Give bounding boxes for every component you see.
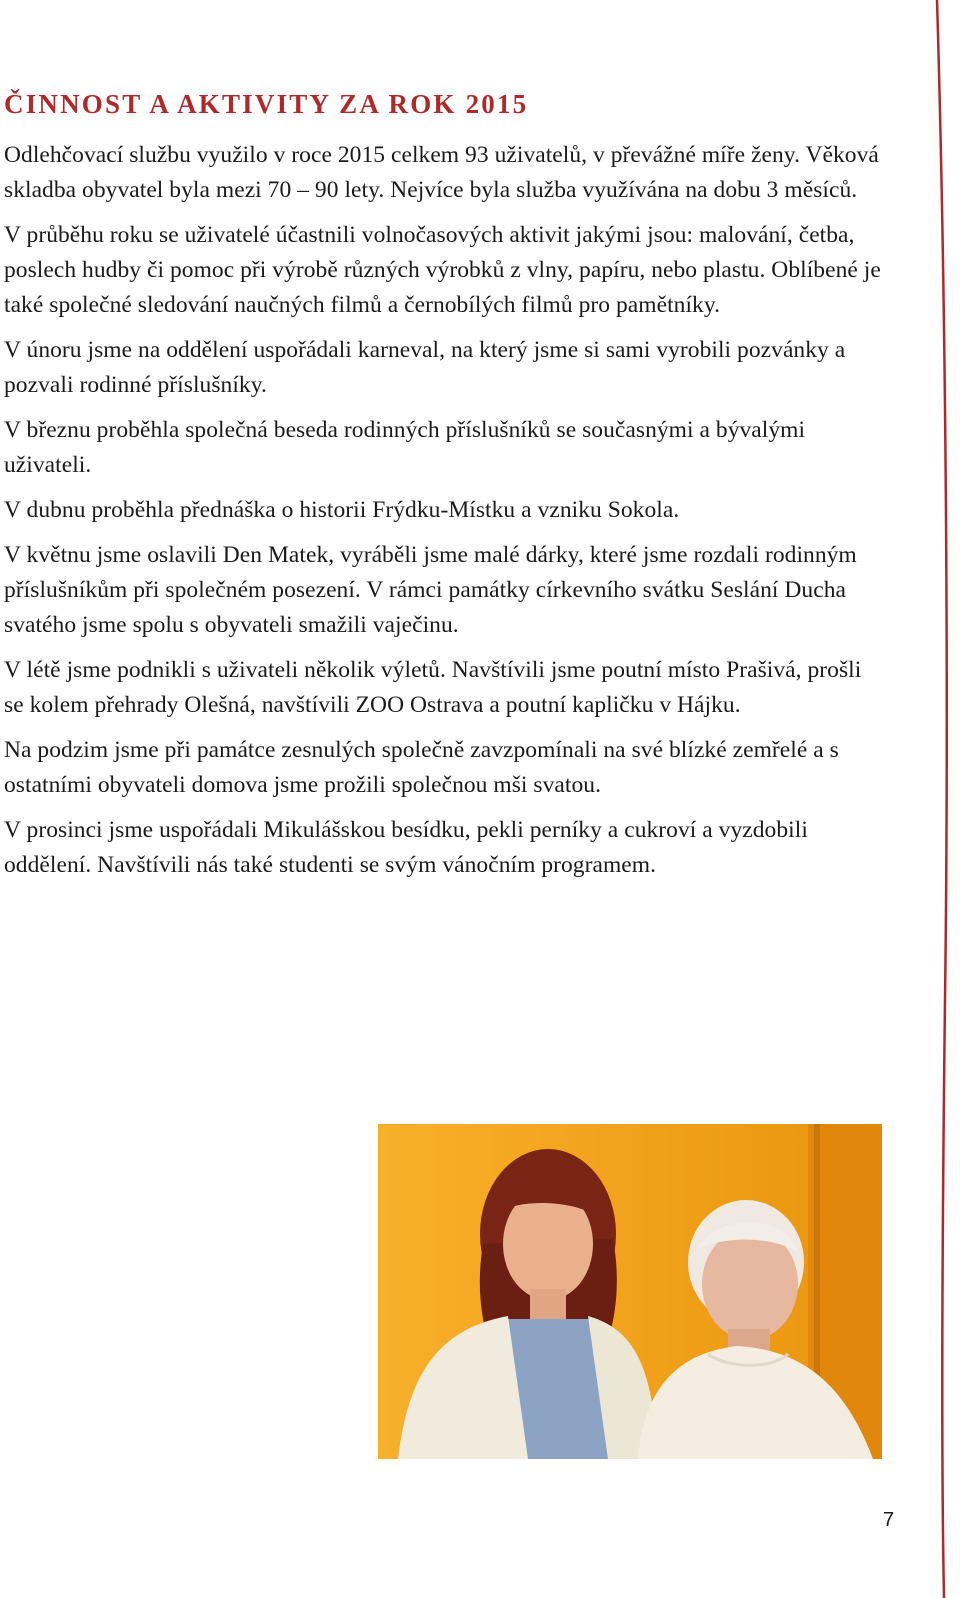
paragraph-autumn: Na podzim jsme při památce zesnulých společně zavzpomínali na své blízké zemřelé a s ostatními obyvateli domova jsme prožili společnou mši svatou. <box>4 737 839 799</box>
page-number: 7 <box>883 1509 895 1531</box>
paragraph-may: V květnu jsme oslavili Den Matek, vyráběli jsme malé dárky, které jsme rozdali rodinným příslušníkům při společném posezení. V rámci památky církevního svátku Seslání Ducha svatého jsme spolu s obyvateli smažili vaječinu. <box>4 542 857 639</box>
document-body <box>4 88 884 893</box>
paragraph-summary: Odlehčovací službu využilo v roce 2015 celkem 93 uživatelů, v převážné míře ženy. Věková skladba obyvatel byla mezi 70 – 90 lety. Nejvíce byla služba využívána na dobu 3 měsíců. <box>4 142 879 204</box>
photo-two-women <box>378 1124 882 1459</box>
section-heading: ČINNOST A AKTIVITY ZA ROK 2015 <box>4 89 529 119</box>
paragraph-february: V únoru jsme na oddělení uspořádali karneval, na který jsme si sami vyrobili pozvánky a pozvali rodinné příslušníky. <box>4 337 846 399</box>
paragraph-april: V dubnu proběhla přednáška o historii Frýdku-Místku a vzniku Sokola. <box>4 497 680 524</box>
paragraph-activities: V průběhu roku se uživatelé účastnili volnočasových aktivit jakými jsou: malování, četba, poslech hudby či pomoc při výrobě různých výrobků z vlny, papíru, nebo plastu. Oblíbené je také společné sledování naučných filmů a černobílých filmů pro pamětníky. <box>4 222 881 319</box>
paragraph-march: V březnu proběhla společná beseda rodinných příslušníků se současnými a bývalými uživateli. <box>4 417 806 479</box>
paragraph-december: V prosinci jsme uspořádali Mikulášskou besídku, pekli perníky a cukroví a vyzdobili oddělení. Navštívili nás také studenti se svým vánočním programem. <box>4 817 808 879</box>
paragraph-summer: V létě jsme podnikli s uživateli několik výletů. Navštívili jsme poutní místo Prašivá, prošli se kolem přehrady Olešná, navštívili ZOO Ostrava a poutní kapličku v Hájku. <box>4 657 862 719</box>
